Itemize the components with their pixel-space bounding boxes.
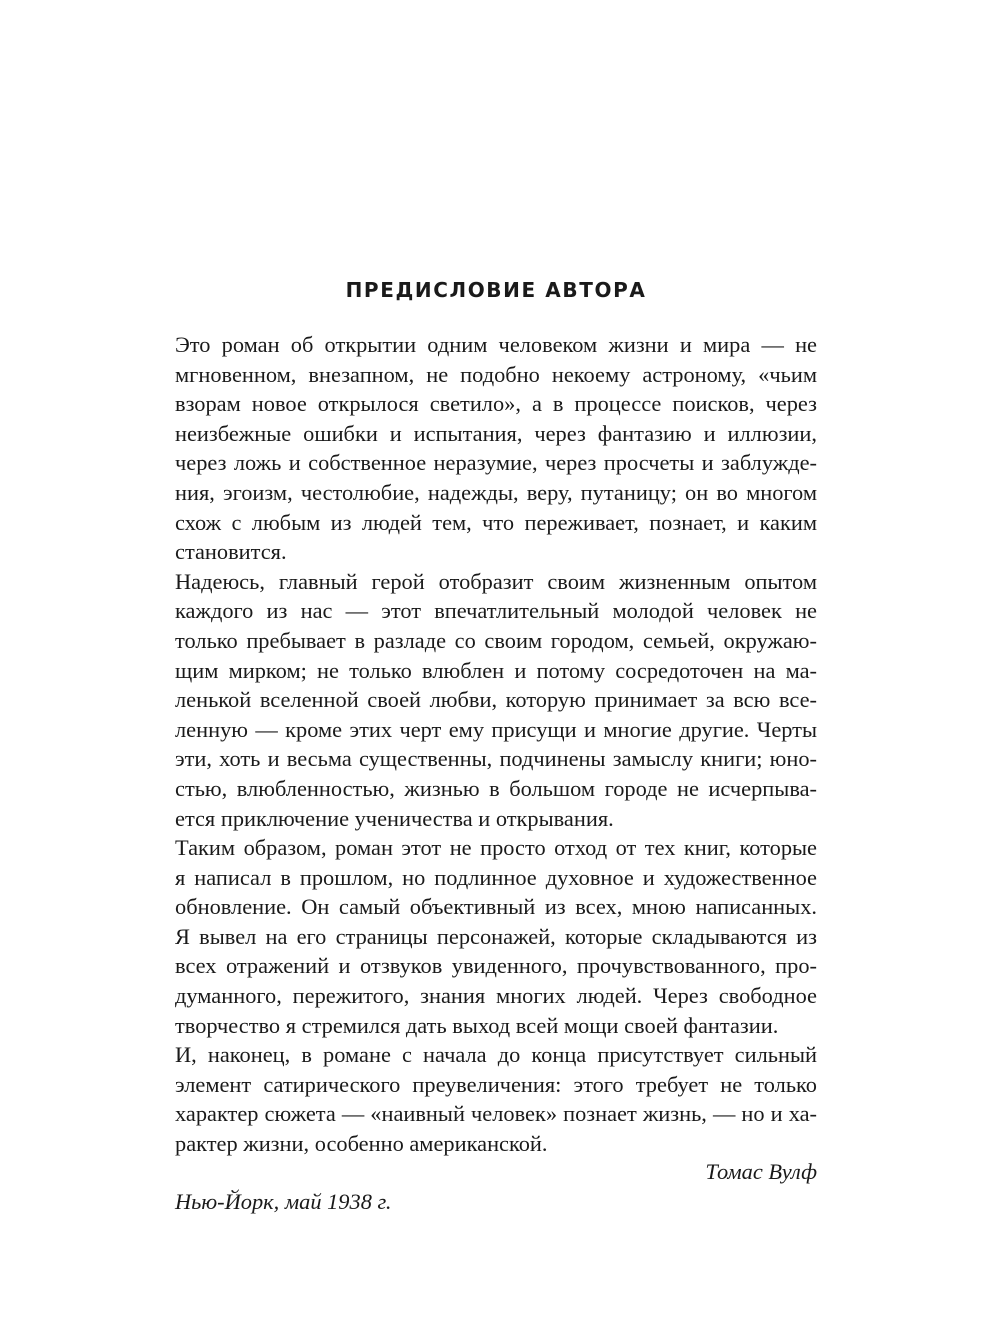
paragraph-2 <box>175 567 817 833</box>
text-line: всех отражений и отзвуков увиденного, прочувствованного, про- <box>175 953 817 979</box>
text-line: Надеюсь, главный герой отобразит своим жизненным опытом <box>175 568 817 594</box>
text-line: Я вывел на его страницы персонажей, которые складываются из <box>175 923 817 949</box>
text-line: только пребывает в разладе со своим городом, семьей, окружаю- <box>175 627 817 653</box>
text-line: взорам новое открылося светило», а в процессе поисков, через <box>175 391 817 417</box>
text-line: стью, влюбленностью, жизнью в большом городе не исчерпыва- <box>175 775 817 801</box>
paragraph-4 <box>175 1040 817 1158</box>
text-line: рактер жизни, особенно американской. <box>175 1131 548 1157</box>
text-line: щим мирком; не только влюблен и потому сосредоточен на ма- <box>175 657 817 683</box>
text-line: Таким образом, роман этот не просто отход от тех книг, которые <box>175 835 817 861</box>
text-line: каждого из нас — этот впечатлительный молодой человек не <box>175 598 817 624</box>
page-title: ПРЕДИСЛОВИЕ АВТОРА <box>345 278 647 302</box>
text-line: Это роман об открытии одним человеком жизни и мира — не <box>175 332 817 357</box>
text-line: обновление. Он самый объективный из всех, мною написанных. <box>175 894 817 920</box>
text-line: я написал в прошлом, но подлинное духовное и художественное <box>175 864 817 890</box>
text-line: ленькой вселенной своей любви, которую принимает за всю все- <box>175 687 817 713</box>
text-line: неизбежные ошибки и испытания, через фантазию и иллюзии, <box>175 420 817 446</box>
text-line: схож с любым из людей тем, что переживает, познает, и каким <box>175 509 817 535</box>
preface-body <box>175 330 817 1159</box>
text-line: творчество я стремился дать выход всей мощи своей фантазии. <box>175 1012 779 1038</box>
text-line: элемент сатирического преувеличения: этого требует не только <box>175 1071 817 1097</box>
paragraph-1 <box>175 330 817 567</box>
text-line: ется приключение ученичества и открывания. <box>175 805 614 831</box>
text-line: через ложь и собственное неразумие, через просчеты и заблужде- <box>175 450 817 476</box>
text-line: ния, эгоизм, честолюбие, надежды, веру, путаницу; он во многом <box>175 479 817 505</box>
text-line: ленную — кроме этих черт ему присущи и многие другие. Черты <box>175 716 817 742</box>
place-date: Нью-Йорк, май 1938 г. <box>175 1189 392 1214</box>
author-signature: Томас Вулф <box>705 1159 817 1184</box>
text-line: становится. <box>175 539 287 565</box>
paragraph-3 <box>175 833 817 1040</box>
text-line: характер сюжета — «наивный человек» познает жизнь, — но и ха- <box>175 1101 817 1127</box>
text-line: И, наконец, в романе с начала до конца присутствует сильный <box>175 1042 817 1068</box>
text-line: эти, хоть и весьма существенны, подчинены замыслу книги; юно- <box>175 746 817 772</box>
text-line: мгновенном, внезапном, не подобно некоему астроному, «чьим <box>175 361 817 387</box>
text-line: думанного, пережитого, знания многих людей. Через свободное <box>175 983 817 1009</box>
